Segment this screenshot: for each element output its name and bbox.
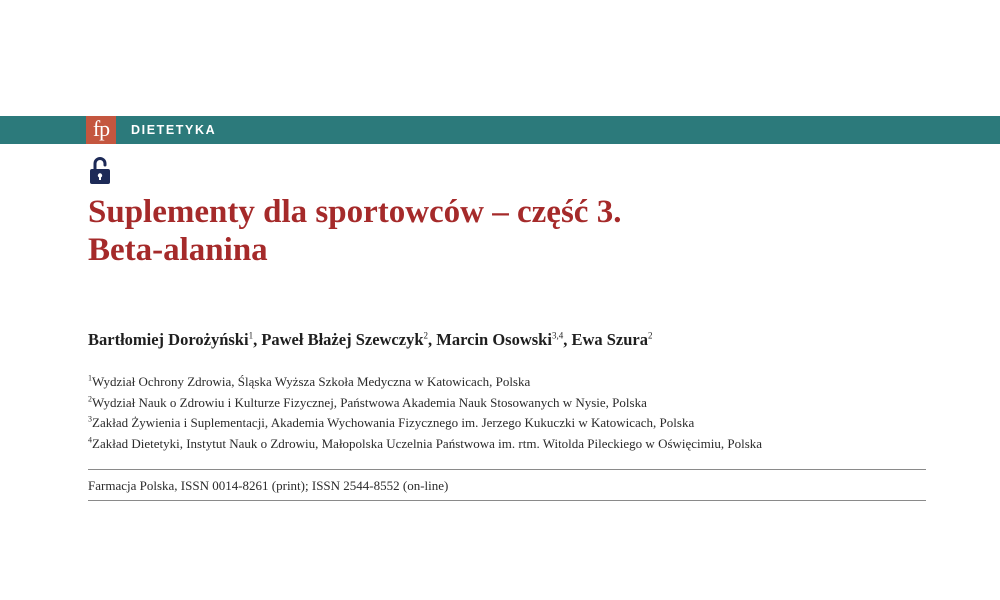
affiliation-list <box>88 372 948 454</box>
author-affiliation-ref: 2 <box>423 330 429 341</box>
affiliation-text: Wydział Nauk o Zdrowiu i Kulturze Fizycznej, Państwowa Akademia Nauk Stosowanych w Nysie, Polska <box>92 394 647 410</box>
affiliation-number: 3 <box>88 414 92 424</box>
author-name: Marcin Osowski <box>436 330 552 349</box>
article-title-line-2: Beta-alanina <box>88 232 268 268</box>
affiliation-number: 4 <box>88 435 92 445</box>
journal-logo: fp <box>86 116 116 144</box>
author-separator: , <box>563 330 572 349</box>
author-affiliation-ref: 3,4 <box>551 330 564 341</box>
affiliation-text: Zakład Dietetyki, Instytut Nauk o Zdrowiu, Małopolska Uczelnia Państwowa im. rtm. Witolda Pileckiego w Oświęcimiu, Polska <box>92 435 763 451</box>
affiliation-text: Wydział Ochrony Zdrowia, Śląska Wyższa Szkoła Medyczna w Katowicach, Polska <box>92 374 531 389</box>
author-affiliation-ref: 1 <box>248 330 254 341</box>
journal-citation: Farmacja Polska, ISSN 0014-8261 (print); ISSN 2544-8552 (on-line) <box>88 478 449 493</box>
author-name: Ewa Szura <box>571 330 648 349</box>
article-title-line-1: Suplementy dla sportowców – część 3. <box>88 194 622 230</box>
affiliation-item <box>88 413 948 434</box>
affiliation-item <box>88 393 948 414</box>
author-separator: , <box>253 330 262 349</box>
affiliation-text: Zakład Żywienia i Suplementacji, Akademia Wychowania Fizycznego im. Jerzego Kukuczki w Katowicach, Polska <box>92 415 695 430</box>
author-list <box>88 329 948 351</box>
author-separator: , <box>428 330 437 349</box>
author-affiliation-ref: 2 <box>647 330 653 341</box>
affiliation-number: 2 <box>88 394 92 404</box>
section-label: DIETETYKA <box>131 123 217 137</box>
affiliation-item <box>88 434 948 455</box>
author-name: Paweł Błażej Szewczyk <box>261 330 424 349</box>
article-title <box>88 193 928 269</box>
divider-top <box>88 469 926 470</box>
divider-bottom <box>88 500 926 501</box>
open-lock-icon <box>88 155 112 185</box>
affiliation-item <box>88 372 948 393</box>
author-name: Bartłomiej Dorożyński <box>88 330 249 349</box>
affiliation-number: 1 <box>88 373 92 383</box>
